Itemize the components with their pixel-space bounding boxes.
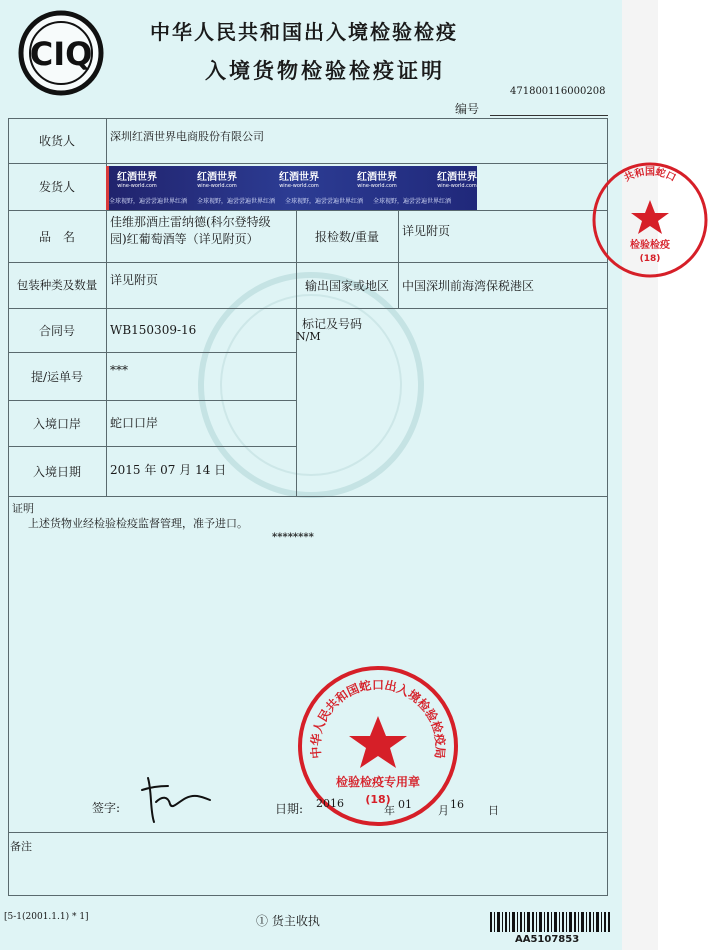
- signature-date-label: 日期:: [275, 802, 304, 816]
- entry-date-value: 2015 年 07 月 14 日: [110, 462, 227, 477]
- entry-date-label: 入境日期: [32, 464, 81, 479]
- serial-underline: [490, 115, 608, 116]
- wine-world-logo: 红酒世界 wine-world.com: [197, 172, 237, 189]
- goods-label: 品 名: [38, 229, 75, 244]
- wine-world-slogan: 全球视野，遍尝尝遍世界红酒: [285, 198, 364, 205]
- quantity-label: 报检数/重量: [314, 229, 380, 244]
- signature-year: 2016: [316, 797, 344, 810]
- adjacent-page-edge: [622, 0, 678, 950]
- certification-stars: ********: [272, 532, 314, 543]
- svg-text:共和国蛇口: 共和国蛇口: [622, 166, 678, 185]
- bill-label: 提/运单号: [30, 369, 84, 384]
- partial-seal-stamp: [590, 160, 710, 280]
- certificate-number: 471800116000208: [510, 86, 606, 97]
- signature-label: 签字:: [92, 801, 121, 815]
- copy-label: ① 货主收执: [256, 914, 320, 928]
- serial-label: 编号: [455, 102, 480, 116]
- svg-text:检验检疫专用章: 检验检疫专用章: [335, 775, 421, 789]
- consignee-value: 深圳红酒世界电商股份有限公司: [110, 130, 264, 143]
- wine-world-logo: 红酒世界 wine-world.com: [279, 172, 319, 189]
- origin-value: 中国深圳前海湾保税港区: [402, 278, 535, 293]
- ciq-logo-icon: [18, 10, 104, 96]
- marks-label: 标记及号码: [302, 317, 363, 331]
- wine-world-logo: 红酒世界 wine-world.com: [357, 172, 397, 189]
- port-label: 入境口岸: [32, 416, 81, 431]
- row-divider: [8, 496, 608, 497]
- svg-text:(18): (18): [639, 254, 661, 264]
- svg-text:检验检疫: 检验检疫: [630, 240, 670, 251]
- wine-world-slogan: 全球视野，遍尝尝遍世界红酒: [373, 198, 452, 205]
- signature-month: 01: [398, 798, 412, 811]
- row-divider: [8, 832, 608, 833]
- form-code: [5-1(2001.1.1) * 1]: [4, 912, 89, 922]
- title-line-1: 中华人民共和国出入境检验检疫: [150, 20, 458, 44]
- table-border-bottom: [8, 895, 608, 896]
- column-divider: [398, 210, 399, 308]
- signature-month-unit: 月: [438, 804, 449, 817]
- goods-value: 佳维那酒庄雷纳德(科尔登特级 园)红葡萄酒等（详见附页）: [110, 215, 271, 246]
- title-line-2: 入境货物检验检疫证明: [205, 59, 445, 83]
- certification-heading: 证明: [12, 502, 34, 515]
- packaging-value: 详见附页: [110, 272, 159, 287]
- wine-world-logo: 红酒世界 wine-world.com: [437, 172, 477, 189]
- barcode-number: AA5107853: [515, 934, 580, 945]
- wine-world-slogan: 全球视野，遍尝尝遍世界红酒: [197, 198, 276, 205]
- marks-value: N/M: [296, 330, 321, 343]
- signature-year-unit: 年: [384, 804, 395, 817]
- wine-world-logo: 红酒世界 wine-world.com: [117, 172, 157, 189]
- quantity-value: 详见附页: [402, 223, 451, 238]
- packaging-label: 包装种类及数量: [16, 278, 98, 292]
- bill-value: ***: [110, 363, 128, 377]
- signature-day-unit: 日: [488, 804, 499, 817]
- contract-label: 合同号: [38, 323, 75, 338]
- origin-label: 输出国家或地区: [304, 278, 389, 293]
- remarks-label: 备注: [10, 840, 32, 853]
- signature-day: 16: [450, 798, 464, 811]
- svg-text:CIQ: CIQ: [29, 35, 93, 73]
- consignor-label: 发货人: [38, 180, 75, 194]
- svg-text:中华人民共和国蛇口出入境检验检疫局: 中华人民共和国蛇口出入境检验检疫局: [308, 677, 448, 760]
- wine-world-slogan: 全球视野，遍尝尝遍世界红酒: [109, 198, 188, 205]
- port-value: 蛇口口岸: [110, 415, 159, 430]
- handwritten-signature: [138, 772, 218, 824]
- certification-body: 上述货物业经检验检疫监督管理，准予进口。: [28, 517, 248, 530]
- contract-value: WB150309-16: [110, 323, 197, 337]
- svg-text:(18): (18): [365, 793, 391, 806]
- wine-world-watermark-band: [106, 166, 477, 210]
- consignee-label: 收货人: [38, 134, 75, 148]
- barcode-icon: [490, 912, 610, 932]
